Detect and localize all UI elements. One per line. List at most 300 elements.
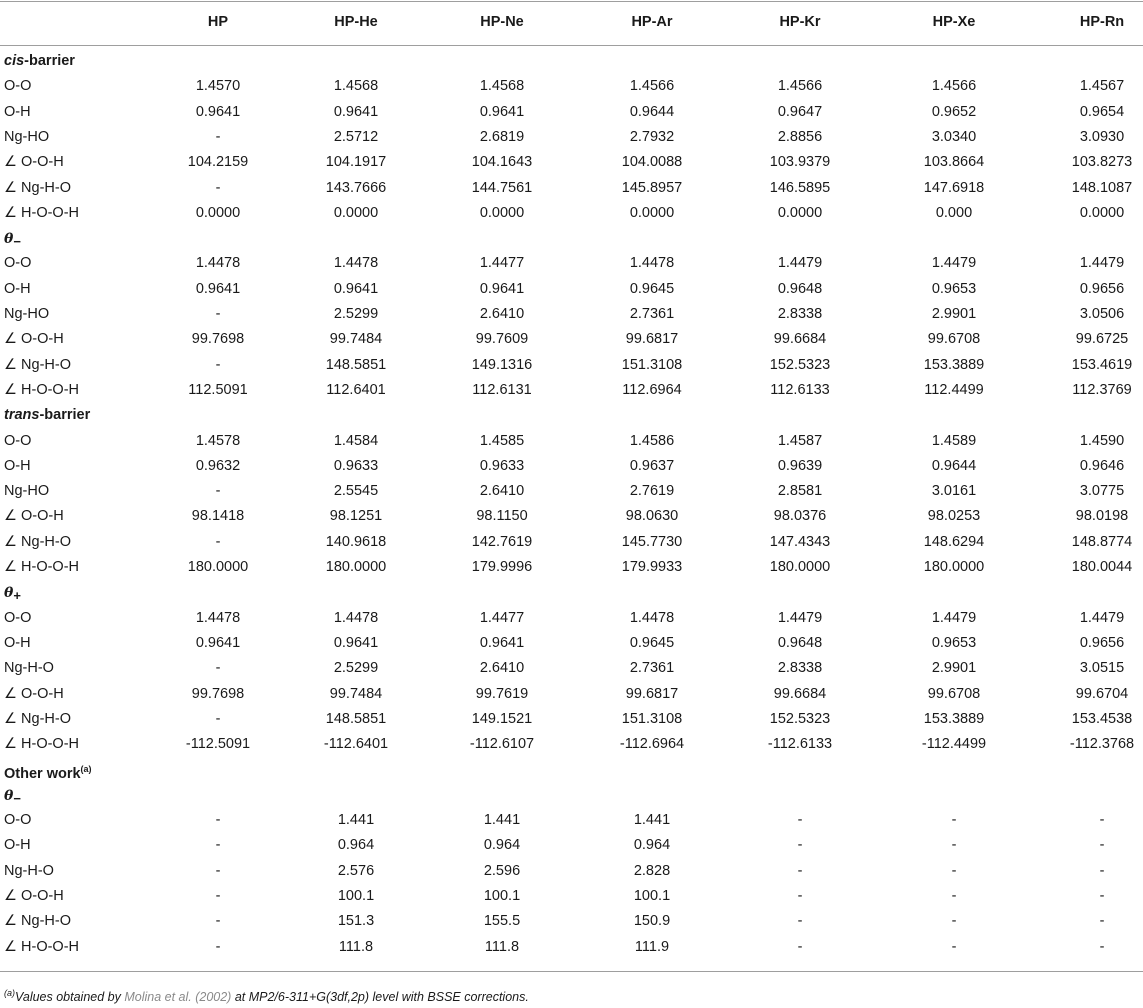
column-header: HP-Ne [480,14,524,30]
table-cell: - [797,913,803,930]
table-cell: 0.9653 [931,634,977,651]
table-cell: 1.4589 [931,432,977,449]
table-cell: 112.5091 [188,381,248,398]
table-cell: 153.3889 [923,710,985,727]
table-cell: 98.0376 [773,508,827,525]
table-cell: 98.1418 [191,508,245,525]
table-cell: 179.9933 [621,559,683,575]
table-cell: 153.4538 [1071,710,1133,727]
section-title [4,49,75,74]
table-row [0,302,1143,327]
row-label: ∠ O-O-H [4,154,64,171]
table-cell: 2.5299 [333,660,379,677]
footnote-citation-link[interactable]: Molina et al. (2002) [124,990,232,1005]
table-cell: 1.4478 [195,609,241,626]
table-cell: -112.3768 [1069,736,1135,753]
section-title-italic: trans [4,407,40,424]
table-cell: 2.8338 [777,306,823,322]
row-label: O-O [4,609,32,626]
table-cell: 0.9647 [777,103,823,120]
section-heading [0,783,1143,808]
table-cell: 100.1 [633,887,671,904]
row-label: ∠ H-O-O-H [4,938,80,955]
table-cell: 112.6964 [622,381,682,398]
row-label: O-H [4,457,31,474]
table-cell: 180.0000 [923,559,985,575]
table-cell: 0.9641 [333,103,379,120]
table-cell: 1.441 [337,812,375,828]
table-cell: - [215,533,221,550]
header-row [0,0,1143,44]
table-row [0,859,1143,884]
table-row [0,251,1143,276]
table-cell: 112.6133 [770,381,830,398]
section-title-italic: cis [4,53,25,69]
table-cell: 0.9633 [479,457,525,474]
table-cell: 1.4478 [333,255,379,272]
table-cell: 0.9645 [629,280,675,297]
theta-subscript: − [13,234,21,250]
table-cell: 99.6704 [1075,685,1129,702]
table-row [0,176,1143,201]
table-cell: - [1099,938,1105,955]
section-title-superscript: (a) [80,764,92,775]
table-cell: - [1099,913,1105,930]
table-row [0,378,1143,403]
table-cell: 2.7932 [629,128,675,145]
table-cell: 2.5545 [333,483,379,500]
table-cell: 0.9641 [195,280,241,297]
table-row [0,732,1143,757]
table-cell: - [215,837,221,854]
table-cell: 180.0044 [1071,559,1133,575]
table-cell: 99.6725 [1075,331,1129,348]
table-row [0,74,1143,99]
table-cell: - [215,660,221,677]
section-heading [0,757,1143,782]
table-cell: 1.4590 [1079,432,1125,449]
table-row [0,479,1143,504]
table-cell: 2.596 [483,862,521,879]
table-cell: - [1099,812,1105,828]
table-cell: 147.6918 [923,179,985,196]
table-cell: 144.7561 [471,179,533,196]
table-cell: 0.964 [337,837,375,854]
table-cell: 112.6401 [326,381,386,398]
column-header: HP-Xe [932,14,976,30]
table-cell: 152.5323 [769,356,831,373]
table-cell: - [797,862,803,879]
table-cell: - [951,862,957,879]
table-cell: 0.9641 [479,103,525,120]
table-cell: 99.7609 [475,331,529,348]
table-cell: 98.1251 [329,508,383,525]
table-cell: 0.9641 [195,103,241,120]
table-row [0,429,1143,454]
table-cell: 1.4479 [931,609,977,626]
table-row [0,606,1143,631]
table-cell: 1.4478 [195,255,241,272]
table-cell: 111.8 [338,938,374,955]
section-heading [0,403,1143,428]
table-cell: - [215,812,221,828]
table-cell: 2.6410 [479,660,525,677]
table-cell: 150.9 [633,913,671,930]
table-cell: 0.0000 [629,204,675,221]
table-row [0,656,1143,681]
table-cell: 1.4566 [777,78,823,95]
bottom-rule [0,971,1143,972]
row-label: Ng-HO [4,483,50,500]
table-row [0,631,1143,656]
table-cell: - [215,179,221,196]
table-cell: 0.9646 [1079,457,1125,474]
table-cell: 0.000 [935,204,973,221]
table-cell: - [215,887,221,904]
table-cell: - [797,938,803,955]
table-cell: 0.0000 [333,204,379,221]
row-label: O-H [4,103,31,120]
table-cell: 1.4479 [777,255,823,272]
table-cell: -112.6107 [469,736,535,753]
section-title [4,226,21,252]
table-cell: - [215,710,221,727]
row-label: O-H [4,634,31,651]
section-heading [0,49,1143,74]
row-label: ∠ H-O-O-H [4,204,80,221]
table-cell: 112.3769 [1072,381,1132,398]
table-cell: 0.0000 [1079,204,1125,221]
table-cell: 98.1150 [476,508,528,525]
table-row [0,935,1143,960]
table-cell: 0.9656 [1079,280,1125,297]
table-cell: - [215,128,221,145]
table-cell: 104.1643 [471,154,533,171]
table-cell: 1.4587 [777,432,823,449]
table-cell: 2.9901 [931,660,977,677]
table-row [0,277,1143,302]
table-cell: 0.0000 [777,204,823,221]
table-cell: - [951,812,957,828]
section-title [4,580,21,606]
table-cell: 1.4478 [333,609,379,626]
table-cell: 103.9379 [769,154,831,171]
row-label: ∠ H-O-O-H [4,381,80,398]
table-row [0,884,1143,909]
table-cell: 2.8856 [777,128,823,145]
table-cell: 1.4586 [629,432,675,449]
table-cell: - [215,938,221,955]
table-cell: 3.0515 [1079,660,1125,677]
table-cell: 0.9652 [931,103,977,120]
table-cell: 0.9656 [1079,634,1125,651]
table-cell: 0.0000 [479,204,525,221]
table-cell: 2.8581 [777,483,823,500]
table-cell: 2.7361 [629,306,675,322]
table-cell: 99.7698 [191,331,245,348]
table-cell: 99.6817 [625,331,679,348]
table-cell: 2.8338 [777,660,823,677]
table-cell: 99.7484 [329,331,383,348]
table-cell: 153.4619 [1071,356,1133,373]
table-cell: 2.5299 [333,306,379,322]
row-label: O-O [4,812,32,828]
footnote [4,988,529,1004]
table-cell: 3.0161 [931,483,977,500]
row-label: O-O [4,78,32,95]
table-cell: 145.8957 [621,179,683,196]
table-cell: 100.1 [337,887,375,904]
table-cell: 151.3108 [621,356,683,373]
row-label: ∠ Ng-H-O [4,710,71,727]
table-cell: 148.8774 [1071,533,1133,550]
table-cell: 99.7484 [329,685,383,702]
table-cell: 180.0000 [769,559,831,575]
table-cell: 99.6684 [773,685,827,702]
table-row [0,808,1143,833]
table-cell: 3.0775 [1079,483,1125,500]
table-row [0,833,1143,858]
table-cell: 0.9648 [777,634,823,651]
row-label: Ng-H-O [4,862,54,879]
theta-symbol: θ [4,585,14,602]
table-cell: - [951,938,957,955]
table-cell: 1.441 [633,812,671,828]
table-cell: 1.4566 [931,78,977,95]
table-cell: 2.5712 [333,128,379,145]
table-cell: 1.4479 [1079,609,1125,626]
table-cell: 143.7666 [325,179,387,196]
table-cell: 0.9644 [931,457,977,474]
table-cell: 0.9633 [333,457,379,474]
table-cell: 104.2159 [187,154,249,171]
table-row [0,909,1143,934]
table-cell: 1.441 [483,812,521,828]
table-cell: 148.6294 [923,533,985,550]
table-cell: 98.0630 [625,508,679,525]
table-cell: 155.5 [483,913,521,930]
theta-subscript: − [13,790,21,806]
table-cell: 0.9645 [629,634,675,651]
table-cell: -112.4499 [921,736,987,753]
table-cell: 111.8 [484,938,520,955]
table-cell: - [951,913,957,930]
table-cell: 180.0000 [325,559,387,575]
table-cell: - [797,887,803,904]
row-label: Ng-HO [4,128,50,145]
table-cell: 1.4477 [479,609,525,626]
section-heading [0,580,1143,605]
table-cell: 98.0253 [927,508,981,525]
table-cell: 142.7619 [471,533,533,550]
row-label: ∠ Ng-H-O [4,179,71,196]
table-cell: - [951,887,957,904]
table-cell: 0.9637 [629,457,675,474]
table-cell: 179.9996 [471,559,533,575]
table-cell: 1.4584 [333,432,379,449]
table-cell: 2.6410 [479,306,525,322]
table-cell: 104.0088 [621,154,683,171]
table-row [0,353,1143,378]
table-cell: 1.4479 [1079,255,1125,272]
table-cell: 99.7619 [475,685,529,702]
table-cell: 1.4479 [931,255,977,272]
table-cell: 148.1087 [1071,179,1133,196]
table-cell: 0.9641 [195,634,241,651]
table-cell: 0.9632 [195,457,241,474]
table-row [0,125,1143,150]
table-cell: 0.9644 [629,103,675,120]
table-row [0,504,1143,529]
row-label: ∠ H-O-O-H [4,559,80,575]
table-cell: 103.8664 [923,154,985,171]
table-row [0,100,1143,125]
table-cell: 148.5851 [325,356,387,373]
table-cell: - [215,862,221,879]
table-cell: 1.4568 [479,78,525,95]
table-cell: 1.4566 [629,78,675,95]
table-cell: - [797,812,803,828]
theta-symbol: θ [4,787,14,804]
row-label: ∠ Ng-H-O [4,913,71,930]
table-cell: - [215,356,221,373]
table-cell: 0.9653 [931,280,977,297]
table-cell: 1.4585 [479,432,525,449]
table-cell: 140.9618 [325,533,387,550]
table-row [0,707,1143,732]
column-header: HP-He [334,14,378,30]
row-label: ∠ O-O-H [4,508,64,525]
table-cell: 99.7698 [191,685,245,702]
row-label: O-O [4,432,32,449]
table-cell: 0.9641 [333,634,379,651]
table-cell: 0.9641 [479,280,525,297]
table-cell: 1.4570 [195,78,241,95]
table-cell: 3.0506 [1079,306,1125,322]
table-cell: 0.9648 [777,280,823,297]
table-cell: 153.3889 [923,356,985,373]
table-cell: -112.6964 [619,736,685,753]
table-cell: 149.1316 [471,356,533,373]
table-cell: 149.1521 [471,710,533,727]
table-cell: 146.5895 [769,179,831,196]
table-row [0,454,1143,479]
table-cell: 180.0000 [187,559,249,575]
footnote-marker: (a) [4,988,15,998]
table-cell: - [1099,837,1105,854]
table-cell: 145.7730 [621,533,683,550]
table-row [0,201,1143,226]
table-cell: 1.4478 [629,609,675,626]
table-cell: 147.4343 [769,533,831,550]
section-title-rest: -barrier [39,407,91,424]
table-cell: 1.4568 [333,78,379,95]
table-cell: 2.6819 [479,128,525,145]
table-cell: 0.9641 [333,280,379,297]
table-cell: 2.7619 [629,483,675,500]
table-cell: 0.964 [483,837,521,854]
table-cell: 0.9654 [1079,103,1125,120]
table-cell: -112.6133 [767,736,833,753]
table-cell: - [1099,862,1105,879]
section-title [4,783,21,809]
section-title-text: Other work [4,766,81,783]
row-label: Ng-HO [4,306,50,322]
table-cell: 98.0198 [1075,508,1129,525]
table-cell: 0.0000 [195,204,241,221]
table-cell: 151.3 [337,913,375,930]
row-label: O-H [4,280,31,297]
table-cell: - [215,306,221,322]
table-cell: 2.576 [337,862,375,879]
column-header: HP-Rn [1079,14,1125,30]
theta-symbol: θ [4,231,14,248]
table-cell: -112.5091 [185,736,251,753]
table-cell: 151.3108 [621,710,683,727]
row-label: O-O [4,255,32,272]
row-label: ∠ Ng-H-O [4,356,71,373]
theta-subscript: + [13,588,21,604]
table-cell: - [215,913,221,930]
table-cell: 0.9641 [479,634,525,651]
table-row [0,150,1143,175]
column-header: HP-Ar [631,14,673,30]
table-cell: 99.6684 [773,331,827,348]
table-cell: 2.9901 [931,306,977,322]
table-row [0,530,1143,555]
table-cell: 1.4578 [195,432,241,449]
table-cell: -112.6401 [323,736,389,753]
table-cell: 148.5851 [325,710,387,727]
table-cell: 2.828 [633,862,671,879]
row-label: ∠ H-O-O-H [4,736,80,753]
footnote-text-post: at MP2/6-311+G(3df,2p) level with BSSE corrections. [231,990,529,1005]
row-label: ∠ Ng-H-O [4,533,71,550]
row-label: O-H [4,837,31,854]
table-cell: 104.1917 [325,154,387,171]
table-cell: 2.6410 [479,483,525,500]
row-label: ∠ O-O-H [4,685,64,702]
table-cell: 112.4499 [924,381,984,398]
table-cell: 1.4477 [479,255,525,272]
table-cell: 99.6817 [625,685,679,702]
table-cell: 103.8273 [1071,154,1133,171]
column-header: HP [207,14,229,30]
row-label: Ng-H-O [4,660,54,677]
table-cell: 152.5323 [769,710,831,727]
table-cell: 3.0340 [931,128,977,145]
section-title [4,403,90,428]
table-cell: - [797,837,803,854]
table-row [0,327,1143,352]
table-cell: 99.6708 [927,685,981,702]
table-cell: 99.6708 [927,331,981,348]
table-cell: 1.4478 [629,255,675,272]
table-cell: 0.9639 [777,457,823,474]
table-cell: 1.4479 [777,609,823,626]
table-cell: 111.9 [634,938,670,955]
table-cell: 0.964 [633,837,671,854]
table-cell: 112.6131 [472,381,532,398]
table-cell: 1.4567 [1079,78,1125,95]
section-heading [0,226,1143,251]
section-title-rest: -barrier [24,53,75,69]
table-row [0,555,1143,580]
table-cell: 100.1 [483,887,521,904]
table-cell: - [1099,887,1105,904]
footnote-text-pre: Values obtained by [15,990,125,1005]
table-row [0,682,1143,707]
